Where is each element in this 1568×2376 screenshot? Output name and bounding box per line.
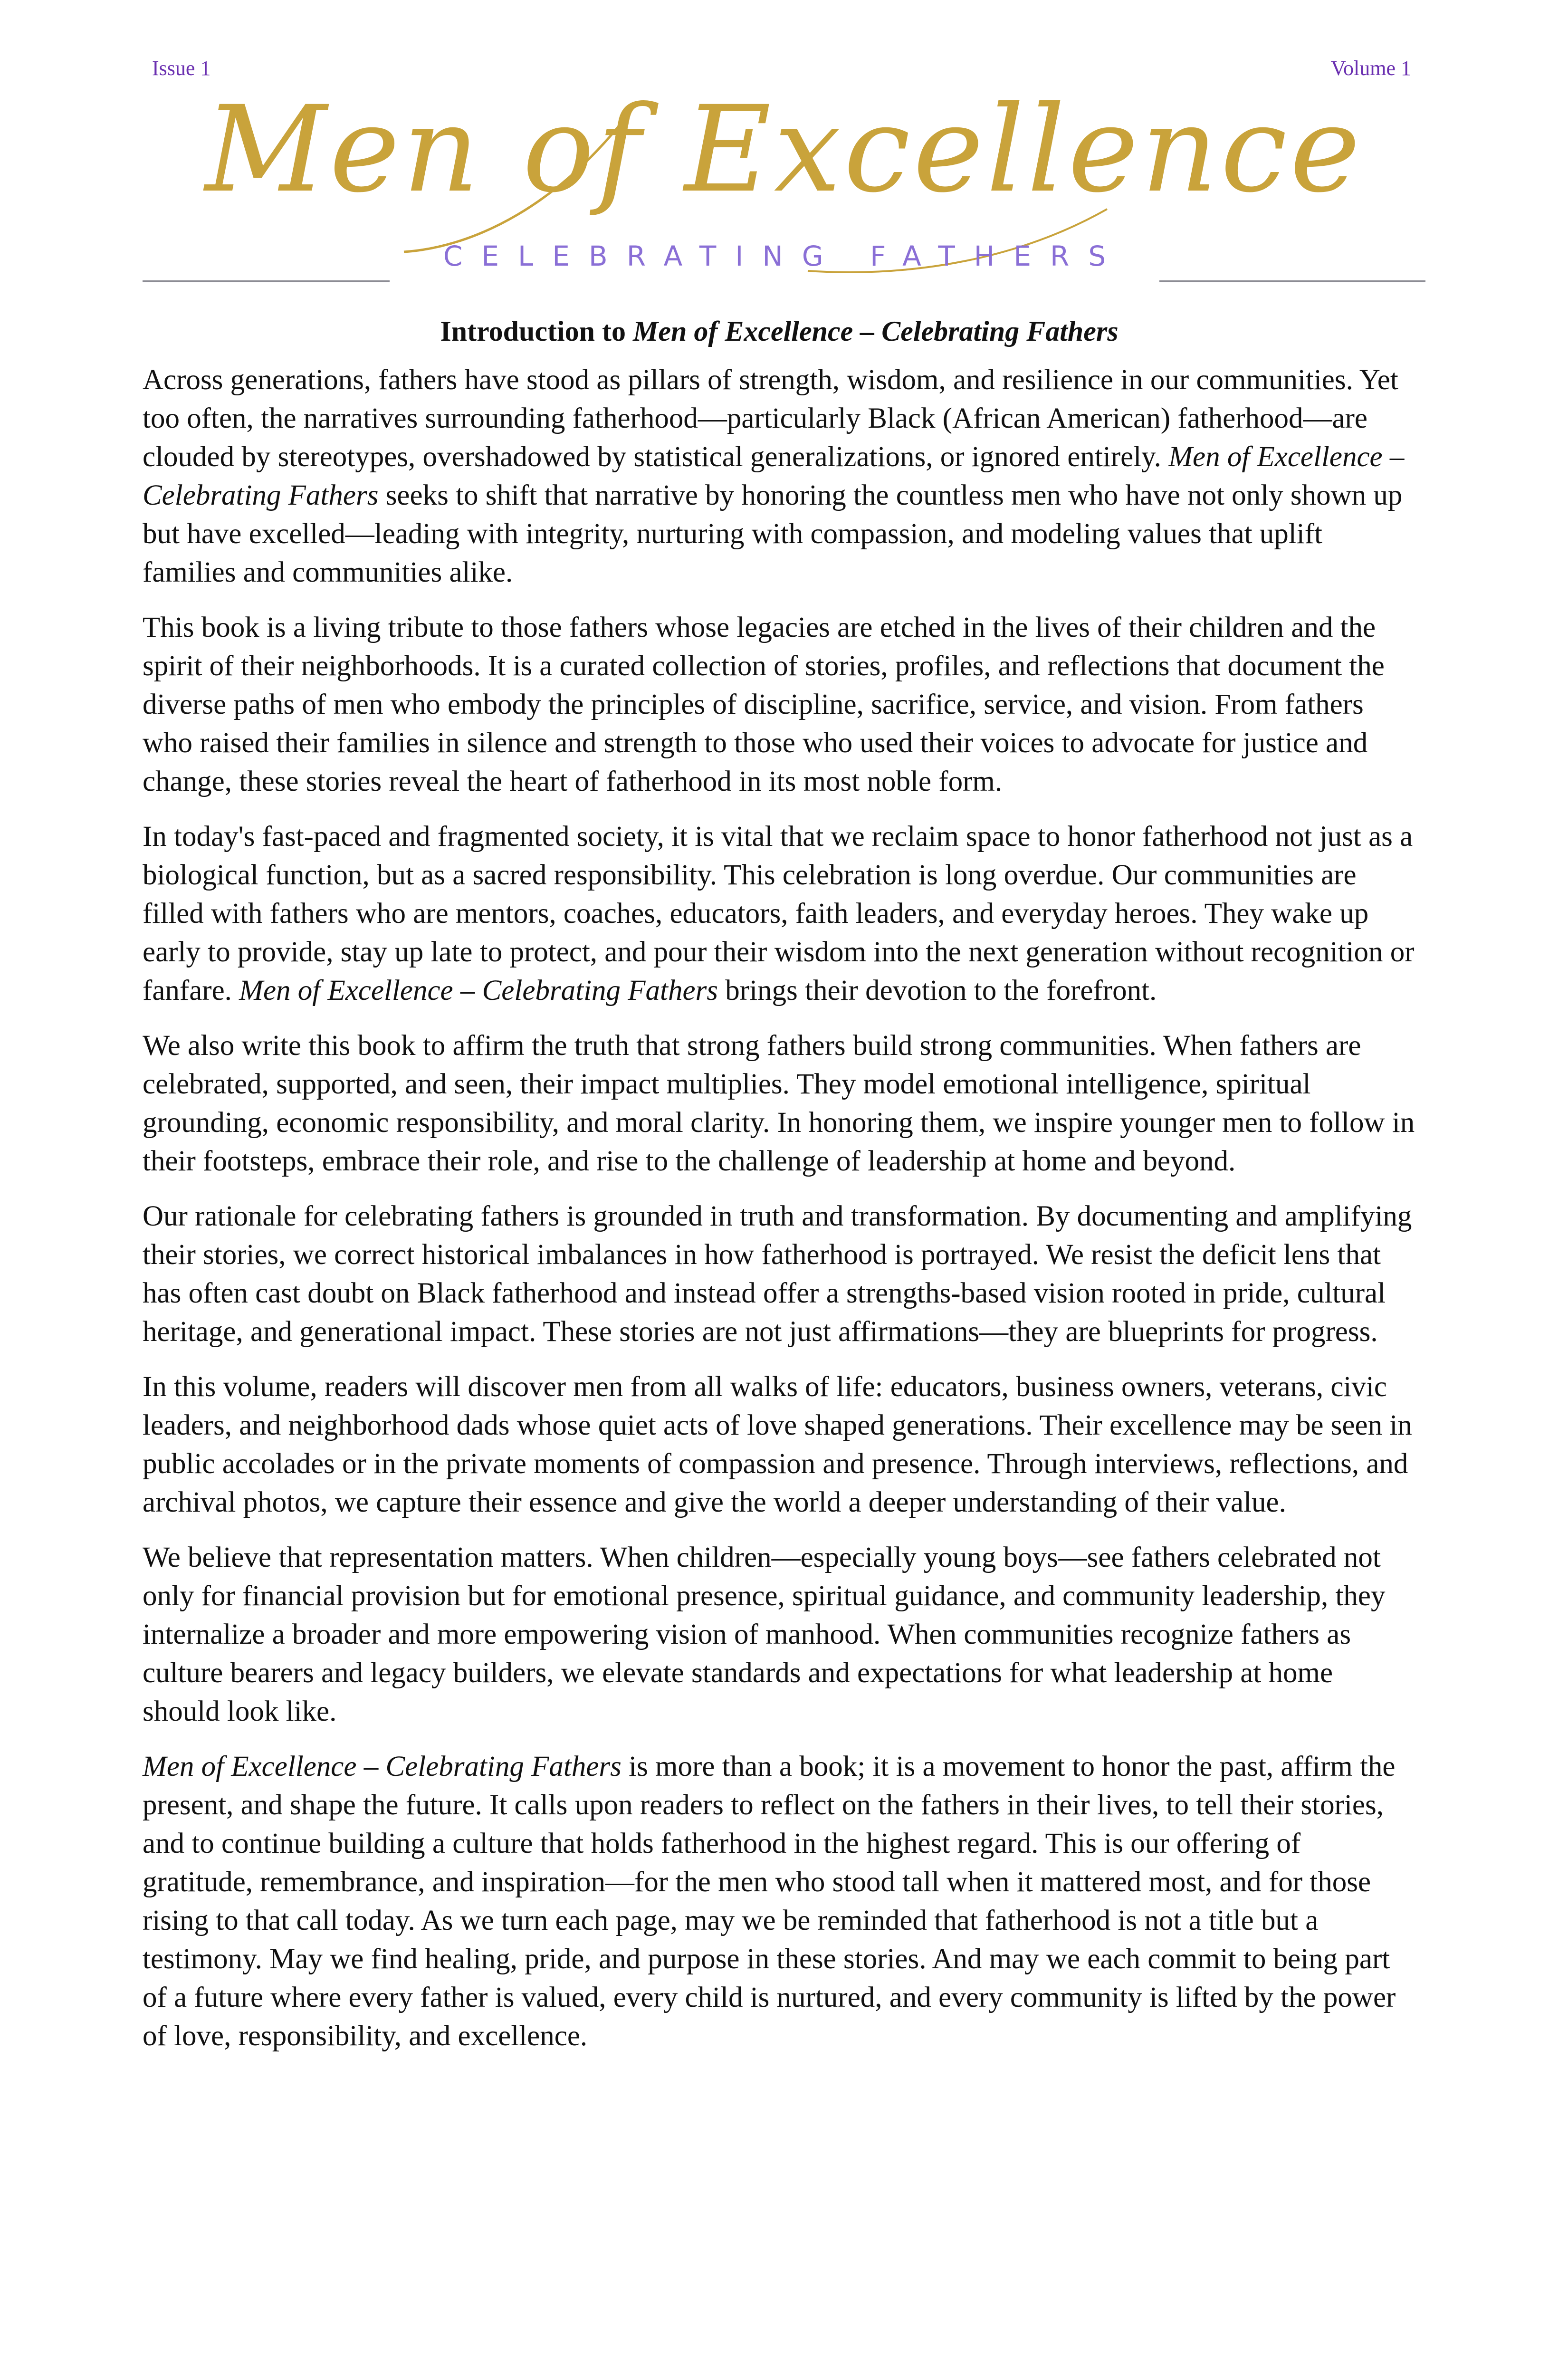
paragraph-text: In today's fast-paced and fragmented society, it is vital that we reclaim space to honor fatherhood not just as a biological function, but as a sacred responsibility. This celebration is long overdue. Our communities are filled with fathers who are mentors, coaches, educators, faith leaders, and everyday heroes. They wake up early to provide, stay up late to protect, and pour their wisdom into the next generation without recognition or fanfare. (143, 821, 1415, 1006)
issue-number: Issue 1 (152, 57, 211, 80)
paragraph-text: Our rationale for celebrating fathers is grounded in truth and transformation. By documenting and amplifying their stories, we correct historical imbalances in how fatherhood is portrayed. We resist the deficit lens that has often cast doubt on Black fatherhood and instead offer a strengths-based vision rooted in pride, cultural heritage, and generational impact. These stories are not just affirmations—they are blueprints for progress. (143, 1200, 1412, 1348)
paragraph-2 (143, 608, 1416, 801)
book-title: Men of Excellence – Celebrating Fathers (143, 441, 1405, 511)
masthead-subtitle: CELEBRATING FATHERS (443, 240, 1125, 272)
paragraph-6 (143, 1368, 1416, 1522)
paragraph-7 (143, 1538, 1416, 1731)
volume-number: Volume 1 (1330, 57, 1411, 80)
article-heading-title: Men of Excellence – Celebrating Fathers (633, 316, 1119, 347)
article-heading (143, 314, 1416, 349)
paragraph-text: is more than a book; it is a movement to honor the past, affirm the present, and shape the future. It calls upon readers to reflect on the fathers in their lives, to tell their stories, and to continue building a culture that holds fatherhood in the highest regard. This is our offering of gratitude, remembrance, and inspiration—for the men who stood tall when it mattered most, and for those rising to that call today. As we turn each page, may we be reminded that fatherhood is not a title but a testimony. May we find healing, pride, and purpose in these stories. And may we each commit to being part of a future where every father is valued, every child is nurtured, and every community is lifted by the power of love, responsibility, and excellence. (143, 1751, 1396, 2052)
masthead-title: Men of Excellence (205, 80, 1363, 219)
paragraph-8 (143, 1747, 1416, 2055)
paragraph-5 (143, 1197, 1416, 1351)
article-body (143, 314, 1416, 2072)
paragraph-3 (143, 817, 1416, 1010)
paragraph-text: seeks to shift that narrative by honoring the countless men who have not only shown up but have excelled—leading with integrity, nurturing with compassion, and modeling values that uplift families and communities alike. (143, 479, 1403, 588)
paragraph-text: This book is a living tribute to those fathers whose legacies are etched in the lives of their children and the spirit of their neighborhoods. It is a curated collection of stories, profiles, and reflections that document the diverse paths of men who embody the principles of discipline, sacrifice, service, and vision. From fathers who raised their families in silence and strength to those who used their voices to advocate for justice and change, these stories reveal the heart of fatherhood in its most noble form. (143, 612, 1385, 797)
paragraph-text: Across generations, fathers have stood as pillars of strength, wisdom, and resilience in our communities. Yet too often, the narratives surrounding fatherhood—particularly Black (African American) fatherhood—are clouded by stereotypes, overshadowed by statistical generalizations, or ignored entirely. (143, 364, 1398, 473)
book-title: Men of Excellence – Celebrating Fathers (143, 1751, 621, 1782)
paragraph-1 (143, 361, 1416, 592)
book-title: Men of Excellence – Celebrating Fathers (239, 975, 718, 1006)
article-heading-prefix: Introduction to (440, 316, 633, 347)
paragraph-text: In this volume, readers will discover men from all walks of life: educators, business owners, veterans, civic leaders, and neighborhood dads whose quiet acts of love shaped generations. Their excellence may be seen in public accolades or in the private moments of compassion and presence. Through interviews, reflections, and archival photos, we capture their essence and give the world a deeper understanding of their value. (143, 1371, 1412, 1518)
paragraph-4 (143, 1026, 1416, 1180)
paragraph-text: brings their devotion to the forefront. (718, 975, 1157, 1006)
paragraph-text: We believe that representation matters. When children—especially young boys—see fathers celebrated not only for financial provision but for emotional presence, spiritual guidance, and community leadership, they internalize a broader and more empowering vision of manhood. When communities recognize fathers as culture bearers and legacy builders, we elevate standards and expectations for what leadership at home should look like. (143, 1542, 1386, 1727)
paragraph-text: We also write this book to affirm the truth that strong fathers build strong communities. When fathers are celebrated, supported, and seen, their impact multiplies. They model emotional intelligence, spiritual grounding, economic responsibility, and moral clarity. In honoring them, we inspire younger men to follow in their footsteps, embrace their role, and rise to the challenge of leadership at home and beyond. (143, 1030, 1415, 1177)
